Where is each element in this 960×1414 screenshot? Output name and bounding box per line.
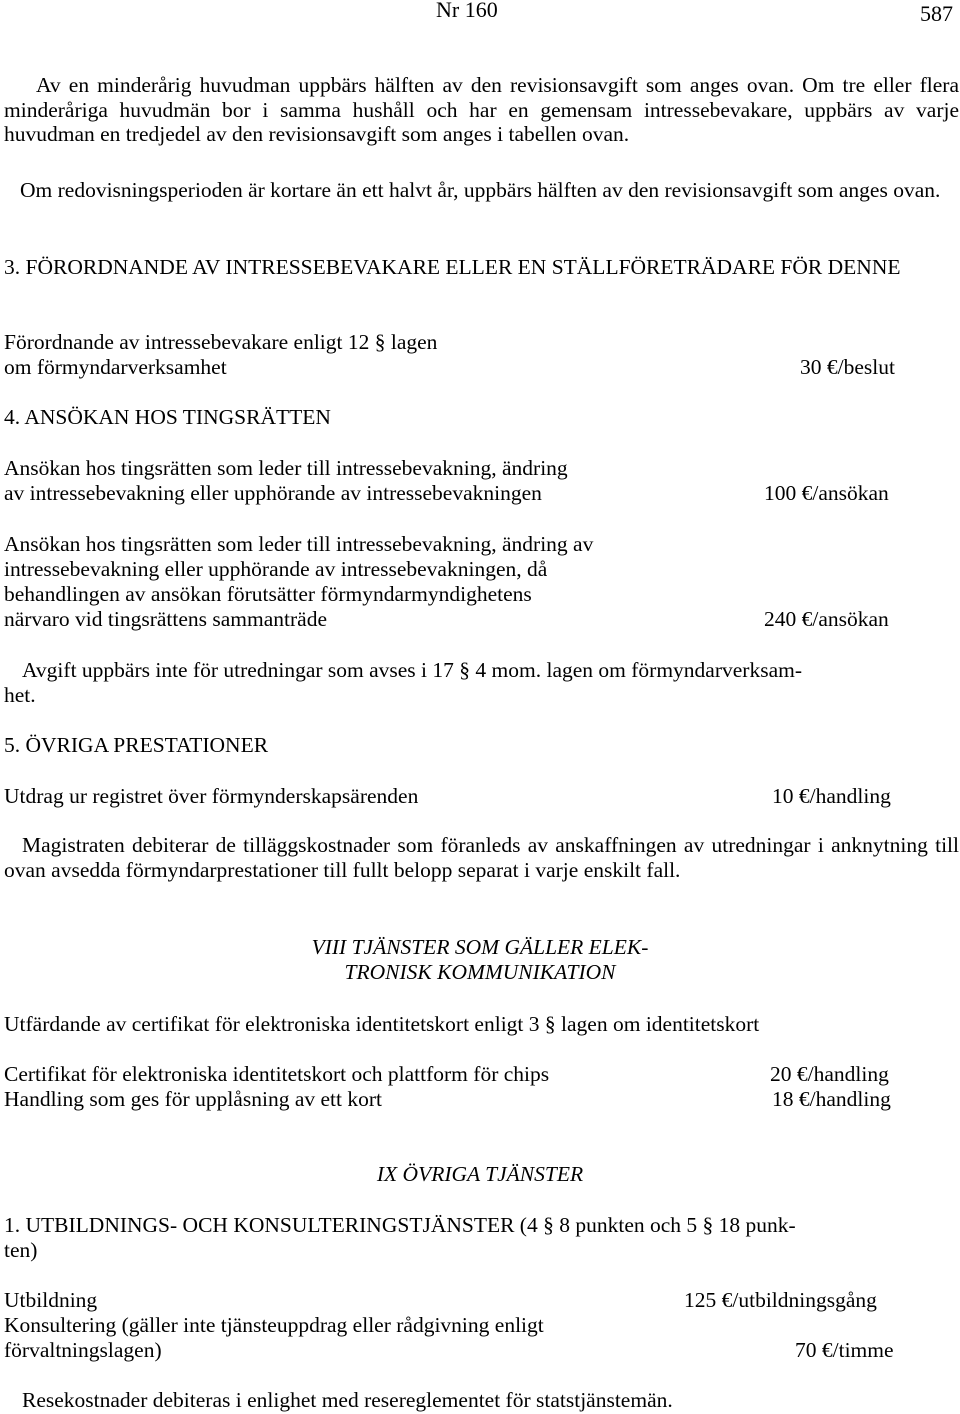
chapter-9-item1-fee: 125 €/utbildningsgång xyxy=(684,1288,877,1312)
page-number: 587 xyxy=(920,1,953,26)
chapter-9-item1-label: Utbildning xyxy=(4,1288,98,1312)
chapter-9-item2-line2: förvaltningslagen) xyxy=(4,1338,162,1362)
chapter-8-intro-text-b: lagen om identitetskort xyxy=(561,1012,760,1036)
section-4-item2-line1: Ansökan hos tingsrätten som leder till intressebevakning, ändring av xyxy=(4,532,594,556)
section-5-item: Utdrag ur registret över förmynderskapsärenden xyxy=(4,784,419,808)
section-4-item2-fee: 240 €/ansökan xyxy=(764,607,889,631)
chapter-9-footer-note: Resekostnader debiteras i enlighet med resereglementet för statstjänstemän. xyxy=(22,1388,673,1412)
chapter-8-intro xyxy=(4,1012,759,1037)
section-4-item2-line4: närvaro vid tingsrättens sammanträde xyxy=(4,607,327,631)
section-4-item1-line2: av intressebevakning eller upphörande av intressebevakningen xyxy=(4,481,542,505)
section-sign xyxy=(545,1012,556,1036)
chapter-9-heading-text-b: 8 punkten och 5 xyxy=(559,1213,698,1237)
section-4-item2-line3: behandlingen av ansökan förutsätter förmyndarmyndighetens xyxy=(4,582,532,606)
section-3-heading: 3. FÖRORDNANDE AV INTRESSEBEVAKARE ELLER EN STÄLLFÖRETRÄDARE FÖR DENNE xyxy=(4,255,901,279)
section-5-item-fee: 10 €/handling xyxy=(772,784,891,808)
section-sign xyxy=(703,1213,714,1237)
chapter-9-item2-line1: Konsultering (gäller inte tjänsteuppdrag eller rådgivning enligt xyxy=(4,1313,544,1337)
section-3-item-text-a: Förordnande av intressebevakare enligt 12 xyxy=(4,330,370,354)
section-4-item1-line1: Ansökan hos tingsrätten som leder till intressebevakning, ändring xyxy=(4,456,568,480)
paragraph-minor-ward-fee: Av en minderårig huvudman uppbärs hälften av den revisionsavgift som anges ovan. Om tre eller flera minderåriga huvudmän bor i samma hushåll och har en gemensam intressebevakare, uppbärs av varje huvudman en tredjedel av den revisionsavgift som anges i tabellen ovan. xyxy=(4,73,959,146)
chapter-9-heading-line2: ten) xyxy=(4,1238,38,1262)
section-4-note-text-b: 4 mom. lagen om förmyndarverksam- xyxy=(475,658,803,682)
chapter-9-heading-line1 xyxy=(4,1213,796,1238)
chapter-8-title-line2: TRONISK KOMMUNIKATION xyxy=(344,960,616,984)
chapter-8-item1-fee: 20 €/handling xyxy=(770,1062,889,1086)
chapter-8-item2-fee: 18 €/handling xyxy=(772,1087,891,1111)
chapter-8-intro-text-a: Utfärdande av certifikat för elektroniska identitetskort enligt 3 xyxy=(4,1012,540,1036)
chapter-9-heading-text-c: 18 punk- xyxy=(718,1213,796,1237)
chapter-8-item1-label: Certifikat för elektroniska identitetskort och plattform för chips xyxy=(4,1062,550,1086)
chapter-9-title: IX ÖVRIGA TJÄNSTER xyxy=(376,1162,584,1186)
issue-number: Nr 160 xyxy=(436,0,498,22)
section-4-item2-line2: intressebevakning eller upphörande av intressebevakningen, då xyxy=(4,557,548,581)
section-sign xyxy=(543,1213,554,1237)
section-4-heading: 4. ANSÖKAN HOS TINGSRÄTTEN xyxy=(4,405,331,429)
section-4-note-line1 xyxy=(22,658,952,683)
chapter-8-title-line1: VIII TJÄNSTER SOM GÄLLER ELEK- xyxy=(311,935,649,959)
section-3-item-line1 xyxy=(4,330,437,355)
section-sign xyxy=(459,658,470,682)
section-sign xyxy=(375,330,386,354)
chapter-9-heading-text-a: 1. UTBILDNINGS- OCH KONSULTERINGSTJÄNSTER (4 xyxy=(4,1213,538,1237)
section-4-note-text-a: Avgift uppbärs inte för utredningar som avses i 17 xyxy=(22,658,454,682)
section-5-note: Magistraten debiterar de tilläggskostnader som föranleds av anskaffningen av utredningar i anknytning till ovan avsedda förmyndarprestationer till fullt belopp separat i varje enskilt fall. xyxy=(4,833,959,882)
chapter-8-item2-label: Handling som ges för upplåsning av ett kort xyxy=(4,1087,382,1111)
section-4-note-line2: het. xyxy=(4,683,36,707)
section-3-item-text-b: lagen xyxy=(390,330,438,354)
section-3-item-fee: 30 €/beslut xyxy=(800,355,895,379)
section-4-item1-fee: 100 €/ansökan xyxy=(764,481,889,505)
section-5-heading: 5. ÖVRIGA PRESTATIONER xyxy=(4,733,269,757)
chapter-9-item2-fee: 70 €/timme xyxy=(795,1338,894,1362)
section-3-item-line2: om förmyndarverksamhet xyxy=(4,355,227,379)
paragraph-short-period: Om redovisningsperioden är kortare än ett halvt år, uppbärs hälften av den revisionsavgift som anges ovan. xyxy=(20,178,941,202)
